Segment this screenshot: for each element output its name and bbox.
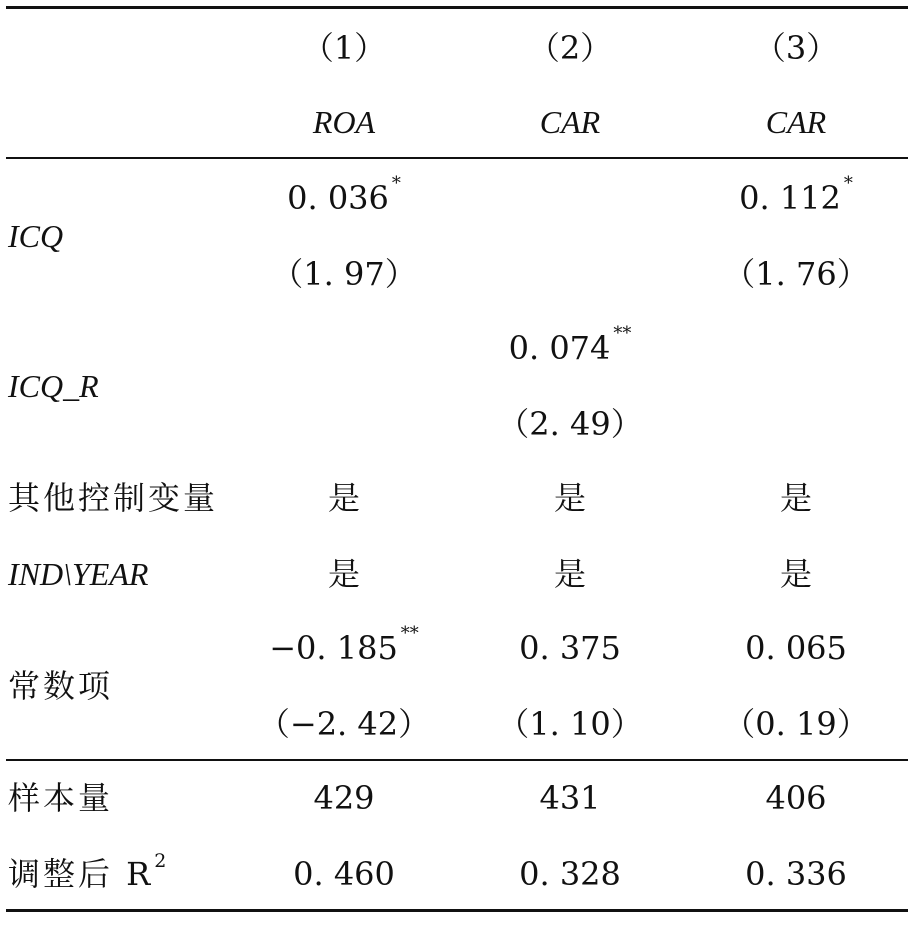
coef-value: −0. 185 [269,629,398,667]
adj-r2-value-2: 0. 328 [519,855,621,893]
significance-stars: ** [613,323,632,344]
col-var-3: CAR [765,104,827,140]
top-rule [6,6,908,9]
icq-coef-3 [684,160,908,236]
coef-value: 0. 074 [508,329,611,367]
col-number-1: （1） [301,29,387,67]
col-var-1: ROA [312,104,376,140]
row-label-sample-size: 样本量 [8,779,114,817]
significance-stars: ** [400,623,419,644]
coef-value: 0. 112 [739,179,841,217]
adj-r2-value-3: 0. 336 [745,855,847,893]
controls-value-3: 是 [779,479,812,517]
const-coef-2: 0. 375 [519,629,621,667]
icq-r-tstat-2: （2. 49） [497,405,643,443]
header-rule [6,157,908,159]
icq-tstat-3: （1. 76） [723,255,869,293]
const-tstat-2: （1. 10） [497,705,643,743]
row-label-icq: ICQ [8,218,64,254]
icq-coef-1 [232,160,456,236]
ind-year-value-3: 是 [779,555,812,593]
sample-size-2: 431 [539,779,601,817]
significance-stars: * [843,173,853,194]
const-coef-1 [232,610,456,686]
const-coef-3: 0. 065 [745,629,847,667]
const-tstat-3: （0. 19） [723,705,869,743]
row-label-adj-r2 [8,836,258,912]
col-number-3: （3） [753,29,839,67]
adj-r2-value-1: 0. 460 [293,855,395,893]
adj-r2-text: 调整后 R [8,855,154,893]
controls-value-1: 是 [327,479,360,517]
icq-tstat-1: （1. 97） [271,255,417,293]
significance-stars: * [391,173,401,194]
row-label-icq-r: ICQ_R [8,368,99,404]
icq-r-coef-2 [458,310,682,386]
ind-year-value-2: 是 [553,555,586,593]
adj-r2-superscript: 2 [154,849,167,872]
const-tstat-1: （−2. 42） [257,705,431,743]
controls-value-2: 是 [553,479,586,517]
col-number-2: （2） [527,29,613,67]
coef-value: 0. 036 [287,179,389,217]
bottom-rule [6,909,908,912]
row-label-constant: 常数项 [8,667,114,705]
col-var-2: CAR [539,104,601,140]
row-label-ind-year: IND\YEAR [8,556,149,592]
ind-year-value-1: 是 [327,555,360,593]
row-label-controls: 其他控制变量 [8,479,219,517]
sample-size-1: 429 [313,779,375,817]
sample-size-3: 406 [765,779,827,817]
